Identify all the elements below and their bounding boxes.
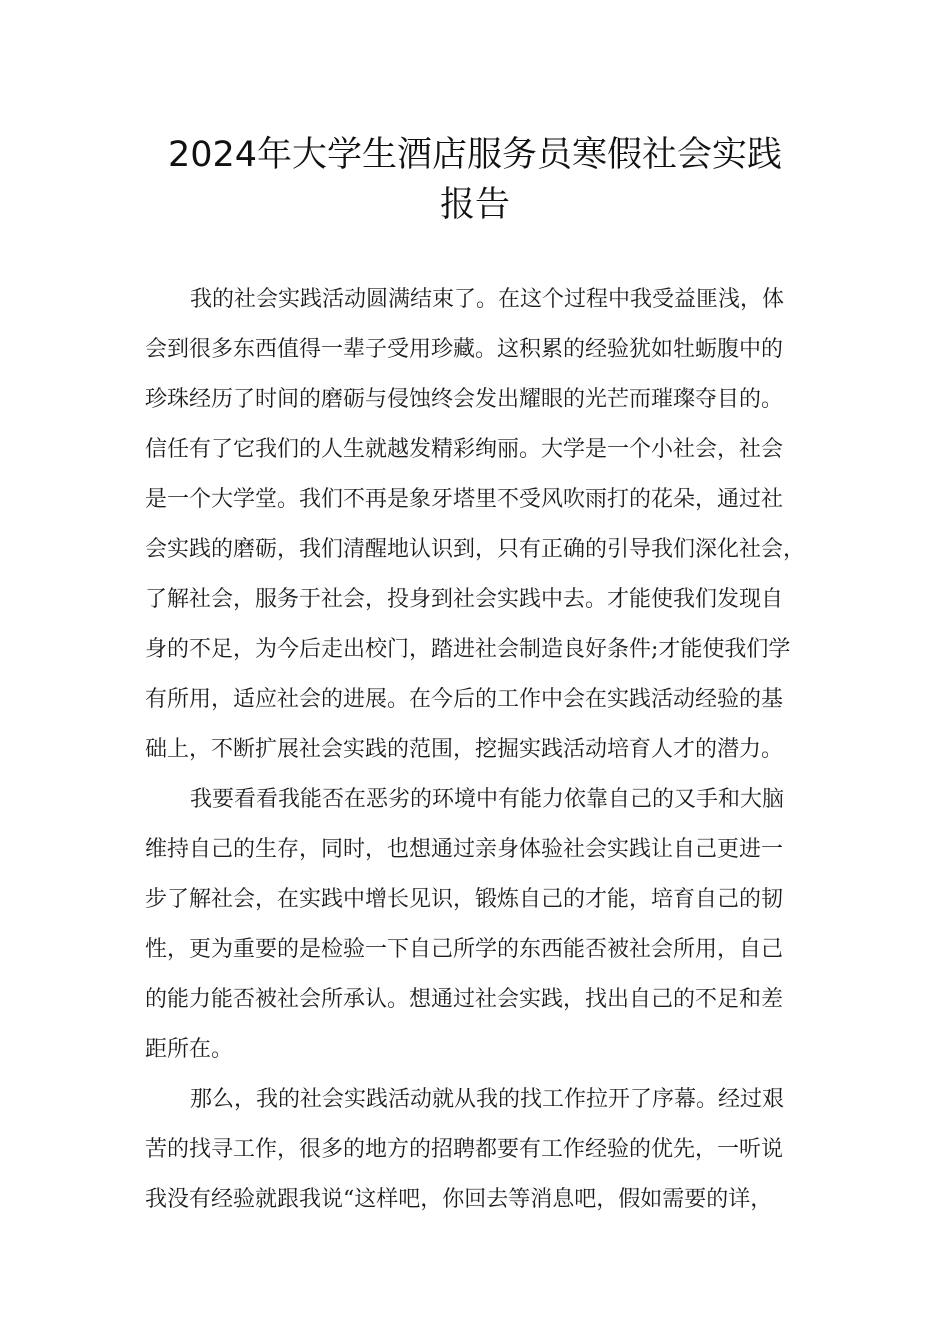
paragraph-line: 苦的找寻工作，很多的地方的招聘都要有工作经验的优先，一听说 (145, 1137, 784, 1162)
paragraph-line: 会实践的磨砺，我们清醒地认识到，只有正确的引导我们深化社会， (145, 537, 806, 562)
paragraph-line: 有所用，适应社会的进展。在今后的工作中会在实践活动经验的基 (145, 687, 784, 712)
paragraph-line: 的能力能否被社会所承认。想通过社会实践，找出自己的不足和差 (145, 987, 784, 1012)
paragraph-line: 础上，不断扩展社会实践的范围，挖掘实践活动培育人才的潜力。 (145, 737, 784, 762)
paragraph-line: 步了解社会，在实践中增长见识，锻炼自己的才能，培育自己的韧 (145, 887, 784, 912)
paragraph-line: 我没有经验就跟我说“这样吧，你回去等消息吧，假如需要的详， (145, 1187, 773, 1212)
paragraph-line: 会到很多东西值得一辈子受用珍藏。这积累的经验犹如牡蛎腹中的 (145, 337, 784, 362)
paragraph-line: 那么，我的社会实践活动就从我的找工作拉开了序幕。经过艰 (190, 1087, 785, 1112)
paragraph-line: 维持自己的生存，同时，也想通过亲身体验社会实践让自己更进一 (145, 837, 784, 862)
paragraph-line: 珍珠经历了时间的磨砺与侵蚀终会发出耀眼的光芒而璀璨夺目的。 (145, 387, 784, 412)
document-title-line-1: 2024年大学生酒店服务员寒假社会实践 (167, 135, 783, 175)
paragraph-line: 我的社会实践活动圆满结束了。在这个过程中我受益匪浅，体 (190, 287, 785, 312)
paragraph-line: 信任有了它我们的人生就越发精彩绚丽。大学是一个小社会，社会 (145, 437, 784, 462)
paragraph-line: 身的不足，为今后走出校门，踏进社会制造良好条件;才能使我们学 (145, 637, 791, 662)
paragraph-line: 是一个大学堂。我们不再是象牙塔里不受风吹雨打的花朵，通过社 (145, 487, 784, 512)
paragraph-line: 我要看看我能否在恶劣的环境中有能力依靠自己的又手和大脑 (190, 787, 785, 812)
paragraph-line: 了解社会，服务于社会，投身到社会实践中去。才能使我们发现自 (145, 587, 784, 612)
paragraph-line: 性，更为重要的是检验一下自己所学的东西能否被社会所用，自己 (145, 937, 784, 962)
document-title-line-2: 报告 (439, 185, 510, 225)
paragraph-line: 距所在。 (145, 1037, 234, 1062)
